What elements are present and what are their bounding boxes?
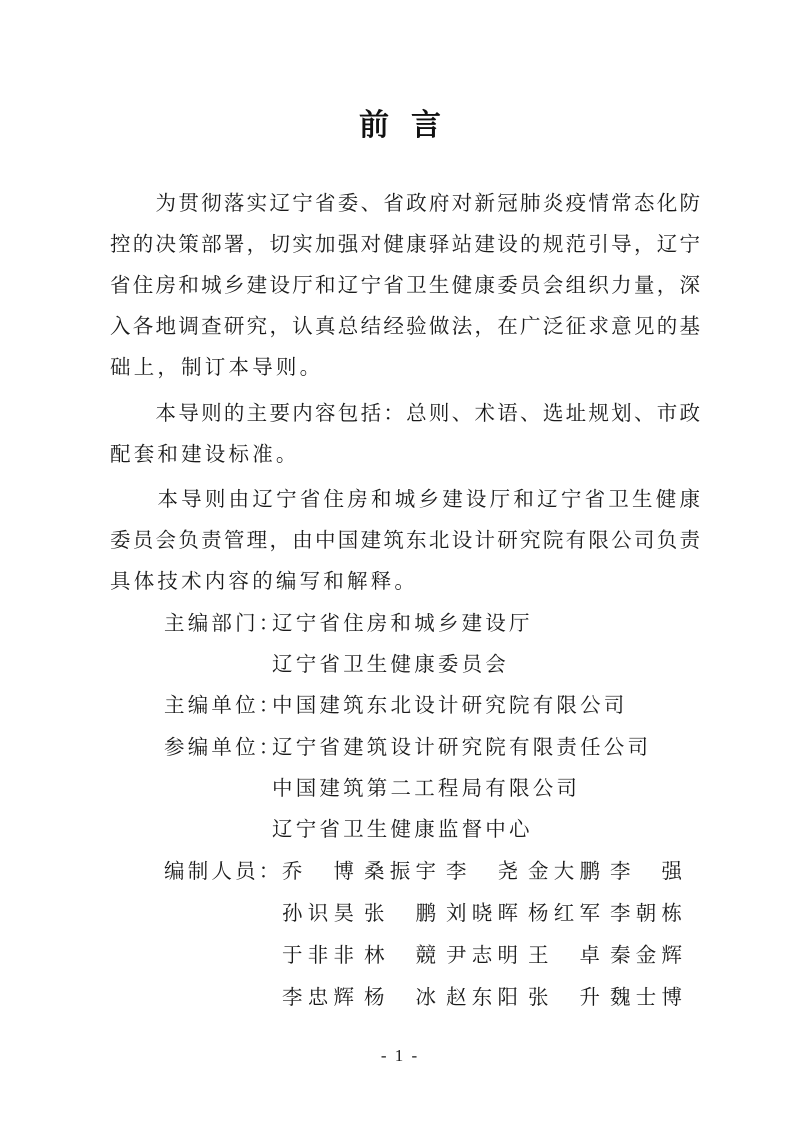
page-title: 前言 [359, 108, 463, 143]
participating-unit-3: 辽宁省卫生健康监督中心 [272, 817, 533, 841]
paragraph-1-line-3: 省住房和城乡建设厅和辽宁省卫生健康委员会组织力量，深 [110, 273, 700, 297]
compilers-row-4 [282, 984, 682, 1010]
compilers-row-1 [282, 858, 682, 884]
paragraph-1-line-2: 控的决策部署，切实加强对健康驿站建设的规范引导，辽宁 [110, 232, 700, 256]
compiler-name: 桑振宇 [364, 859, 436, 883]
paragraph-2-line-1: 本导则的主要内容包括：总则、术语、选址规划、市政 [110, 401, 700, 425]
chief-unit-1: 中国建筑东北设计研究院有限公司 [272, 693, 628, 717]
participating-unit-2: 中国建筑第二工程局有限公司 [272, 776, 581, 800]
compiler-name: 杨 冰 [364, 985, 436, 1009]
compiler-name: 刘晓晖 [446, 901, 518, 925]
compilers-row-2 [282, 900, 682, 926]
paragraph-2-line-2: 配套和建设标准。 [110, 442, 300, 466]
compiler-name: 王 卓 [528, 943, 600, 967]
chief-department-1: 辽宁省住房和城乡建设厅 [272, 611, 533, 635]
paragraph-3-line-2: 委员会负责管理，由中国建筑东北设计研究院有限公司负责 [110, 528, 700, 552]
compiler-name: 尹志明 [446, 943, 518, 967]
page-number: - 1 - [380, 1046, 420, 1065]
compiler-name: 林 競 [364, 943, 436, 967]
compiler-name: 李 强 [610, 859, 682, 883]
compiler-name: 魏士博 [610, 985, 682, 1009]
participating-unit-1: 辽宁省建筑设计研究院有限责任公司 [272, 735, 652, 759]
compiler-name: 李忠辉 [282, 985, 354, 1009]
compiler-name: 金大鹏 [528, 859, 600, 883]
compiler-name: 于非非 [282, 943, 354, 967]
compiler-name: 张 鹏 [364, 901, 436, 925]
chief-departments-label: 主编部门： [164, 611, 283, 635]
compilers-label: 编制人员： [164, 859, 283, 883]
chief-unit-label: 主编单位： [164, 693, 283, 717]
compiler-name: 杨红军 [528, 901, 600, 925]
compiler-name: 李 尧 [446, 859, 518, 883]
compilers-row-3 [282, 942, 682, 968]
compiler-name: 张 升 [528, 985, 600, 1009]
compiler-name: 秦金辉 [610, 943, 682, 967]
paragraph-3-line-3: 具体技术内容的编写和解释。 [110, 569, 419, 593]
chief-department-2: 辽宁省卫生健康委员会 [272, 652, 509, 676]
paragraph-1-line-1: 为贯彻落实辽宁省委、省政府对新冠肺炎疫情常态化防 [110, 191, 700, 215]
paragraph-1-line-5: 础上，制订本导则。 [110, 355, 324, 379]
compiler-name: 李朝栋 [610, 901, 682, 925]
paragraph-1-line-4: 入各地调查研究，认真总结经验做法，在广泛征求意见的基 [110, 314, 700, 338]
participating-units-label: 参编单位： [164, 735, 283, 759]
compiler-name: 孙识昊 [282, 901, 354, 925]
compiler-name: 赵东阳 [446, 985, 518, 1009]
paragraph-3-line-1: 本导则由辽宁省住房和城乡建设厅和辽宁省卫生健康 [110, 487, 700, 511]
compiler-name: 乔 博 [282, 859, 354, 883]
